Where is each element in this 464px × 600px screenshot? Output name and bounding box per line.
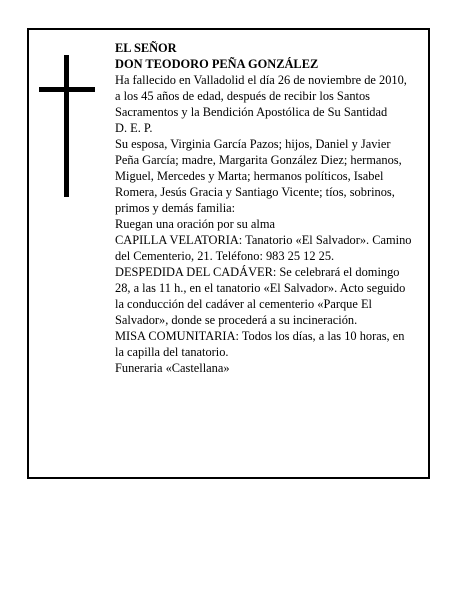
notice-title-line2: DON TEODORO PEÑA GONZÁLEZ bbox=[115, 57, 319, 71]
dep-text: D. E. P. bbox=[115, 121, 153, 135]
farewell-info: DESPEDIDA DEL CADÁVER: Se celebrará el domingo 28, a las 11 h., en el tanatorio «El Salvador». Acto seguido la conducción del cadáver al cementerio «Parque El Salvador», donde se procederá a su incineración. bbox=[115, 265, 406, 327]
cross-icon-crossbar bbox=[39, 87, 95, 92]
family-list: Su esposa, Virginia García Pazos; hijos, Daniel y Javier Peña García; madre, Margarita González Diez; hermanos, Miguel, Mercedes y Marta; hermanos políticos, Isabel Romera, Jesús Gracia y Santiago Vicente; tíos, sobrinos, primos y demás familia: bbox=[115, 137, 402, 215]
mass-info: MISA COMUNITARIA: Todos los días, a las 10 horas, en la capilla del tanatorio. bbox=[115, 329, 405, 359]
obituary-text-block bbox=[115, 40, 415, 376]
notice-title-line1: EL SEÑOR bbox=[115, 41, 177, 55]
chapel-info: CAPILLA VELATORIA: Tanatorio «El Salvador». Camino del Cementerio, 21. Teléfono: 983 25 12 25. bbox=[115, 233, 412, 263]
death-statement: Ha fallecido en Valladolid el día 26 de noviembre de 2010, a los 45 años de edad, después de recibir los Santos Sacramentos y la Bendición Apostólica de Su Santidad bbox=[115, 73, 407, 119]
prayer-request: Ruegan una oración por su alma bbox=[115, 217, 275, 231]
funeral-home: Funeraria «Castellana» bbox=[115, 361, 230, 375]
cross-icon bbox=[64, 55, 69, 197]
